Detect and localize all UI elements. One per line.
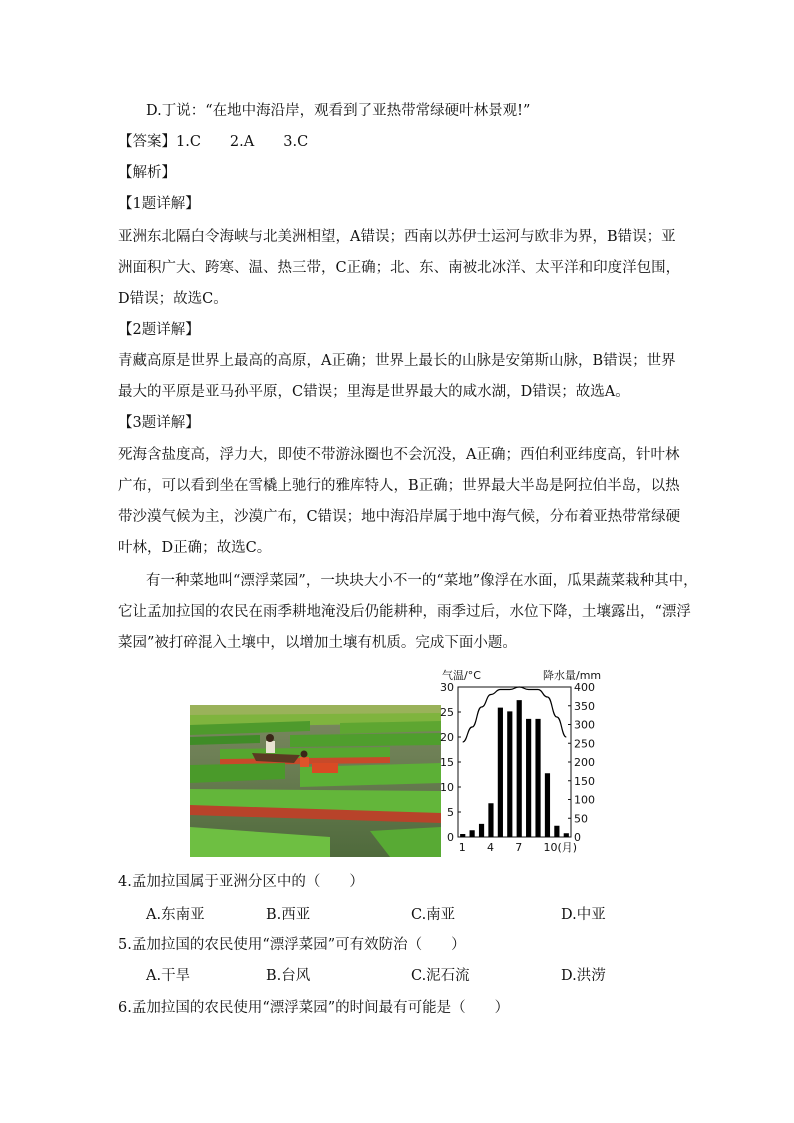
x-axis-tick-label: 4 (486, 841, 494, 854)
q3-heading: 【3题详解】 (118, 415, 200, 431)
material-line: 菜园”被打碎混入土壤中，以增加土壤有机质。完成下面小题。 (118, 635, 517, 651)
right-axis-tick-label: 50 (574, 812, 588, 826)
right-axis-tick-label: 400 (574, 681, 595, 694)
precipitation-bar (545, 773, 550, 837)
left-axis-tick-label: 10 (440, 781, 454, 794)
q3-line: 死海含盐度高，浮力大，即使不带游泳圈也不会沉没，A正确；西伯利亚纬度高，针叶林 (118, 447, 680, 463)
q1-line: 亚洲东北隔白令海峡与北美洲相望，A错误；西南以苏伊士运河与欧非为界，B错误；亚 (118, 229, 676, 245)
question-5-option[interactable]: C.泥石流 (411, 968, 470, 984)
precipitation-bar (507, 711, 512, 837)
precipitation-bar (498, 708, 503, 837)
left-axis-tick-label: 0 (447, 831, 454, 844)
question-6-stem: 6.孟加拉国的农民使用“漂浮菜园”的时间最有可能是（ ） (118, 1000, 510, 1016)
left-axis-tick-label: 30 (440, 681, 454, 694)
right-axis-tick-label: 300 (574, 718, 595, 732)
analysis-heading: 【解析】 (118, 165, 176, 181)
chart-plot-area (440, 681, 595, 854)
right-axis-tick-label: 0 (574, 831, 581, 844)
q3-line: 叶林，D正确；故选C。 (118, 540, 272, 556)
question-4-stem: 4.孟加拉国属于亚洲分区中的（ ） (118, 874, 364, 890)
right-axis-tick-label: 100 (574, 793, 595, 807)
question-4-option[interactable]: C.南亚 (411, 907, 456, 923)
precipitation-bar (470, 830, 475, 837)
question-5-option[interactable]: B.台风 (266, 968, 311, 984)
right-axis-title: 降水量/mm (543, 669, 602, 682)
floating-garden-photo (190, 705, 441, 857)
precipitation-bar (488, 803, 493, 837)
material-line: 有一种菜地叫“漂浮菜园”，一块块大小不一的“菜地”像浮在水面，瓜果蔬菜栽种其中， (146, 573, 698, 589)
question-4-option[interactable]: D.中亚 (561, 907, 606, 923)
x-axis-tick-label: 10(月) (543, 841, 578, 854)
left-axis-tick-label: 20 (440, 731, 454, 744)
question-5-option[interactable]: D.洪涝 (561, 968, 606, 984)
precipitation-bar (526, 719, 531, 837)
precipitation-bar (479, 824, 484, 837)
precipitation-bar (554, 826, 559, 837)
x-axis-tick-label: 1 (458, 841, 466, 854)
material-line: 它让孟加拉国的农民在雨季耕地淹没后仍能耕种，雨季过后，水位下降，土壤露出，“漂浮 (118, 604, 691, 620)
question-5-option[interactable]: A.干旱 (146, 968, 191, 984)
answer-line: 【答案】1.C 2.A 3.C (118, 134, 309, 150)
x-axis-tick-label: 7 (515, 841, 523, 854)
q1-heading: 【1题详解】 (118, 196, 200, 212)
left-axis-tick-label: 5 (447, 806, 454, 819)
question-4-option[interactable]: A.东南亚 (146, 907, 205, 923)
q2-line: 青藏高原是世界上最高的高原，A正确；世界上最长的山脉是安第斯山脉，B错误；世界 (118, 353, 676, 369)
question-4-option[interactable]: B.西亚 (266, 907, 311, 923)
q2-line: 最大的平原是亚马孙平原，C错误；里海是世界最大的咸水湖，D错误；故选A。 (118, 384, 630, 400)
right-axis-tick-label: 150 (574, 774, 595, 788)
temperature-line (463, 687, 567, 742)
right-axis-tick-label: 200 (574, 756, 595, 769)
precipitation-bar (535, 719, 540, 837)
precipitation-bar (460, 834, 465, 837)
right-axis-tick-label: 350 (574, 699, 595, 713)
precipitation-bar (517, 700, 522, 837)
q3-line: 带沙漠气候为主，沙漠广布，C错误；地中海沿岸属于地中海气候，分布着亚热带常绿硬 (118, 509, 681, 525)
precipitation-bar (564, 833, 569, 837)
left-axis-tick-label: 15 (440, 756, 454, 769)
q1-line: 洲面积广大、跨寒、温、热三带，C正确；北、东、南被北冰洋、太平洋和印度洋包围， (118, 260, 681, 276)
left-axis-tick-label: 25 (440, 706, 454, 719)
climate-chart (418, 664, 608, 860)
q2-heading: 【2题详解】 (118, 322, 200, 338)
right-axis-tick-label: 250 (574, 737, 595, 751)
q3-line: 广布，可以看到坐在雪橇上驰行的雅库特人，B正确；世界最大半岛是阿拉伯半岛，以热 (118, 478, 680, 494)
question-5-stem: 5.孟加拉国的农民使用“漂浮菜园”可有效防治（ ） (118, 937, 466, 953)
left-axis-title: 气温/°C (442, 669, 481, 682)
question-3-option-d: D.丁说：“在地中海沿岸，观看到了亚热带常绿硬叶林景观!” (146, 103, 531, 119)
q1-line: D错误；故选C。 (118, 291, 228, 307)
plot-frame (458, 687, 571, 837)
